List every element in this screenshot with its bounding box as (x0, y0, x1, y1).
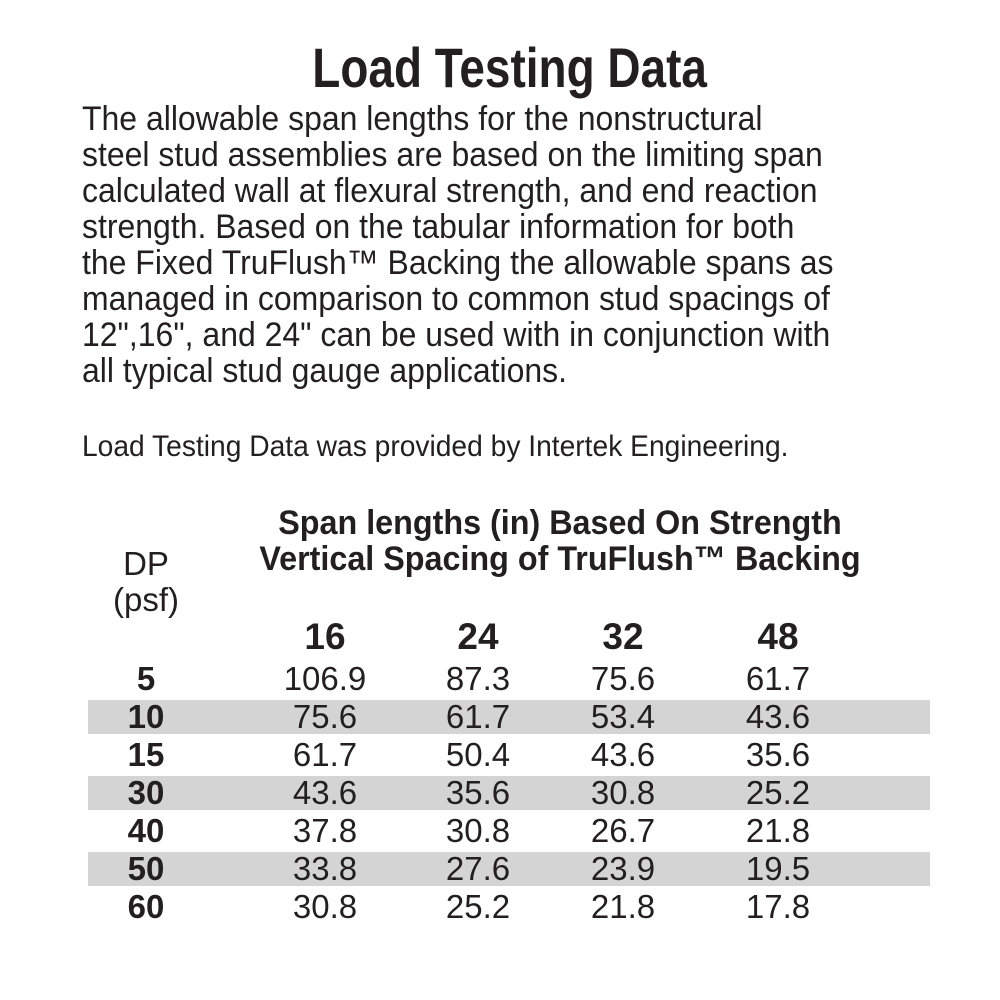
table-cell: 21.8 (745, 812, 811, 849)
row-header (88, 546, 204, 618)
paragraph-line: managed in comparison to common stud spacings of (82, 280, 830, 318)
row-label: 50 (127, 850, 165, 887)
table-cell: 43.6 (745, 698, 811, 735)
paragraph-line: the Fixed TruFlush™ Backing the allowable spans as (82, 244, 834, 282)
table-row (88, 774, 930, 812)
table-cell: 53.4 (590, 698, 656, 735)
table-cell: 35.6 (445, 774, 511, 811)
table-cell: 30.8 (590, 774, 656, 811)
paragraph-line: The allowable span lengths for the nonstructural (82, 100, 763, 138)
table-cell: 61.7 (445, 698, 511, 735)
table-cell: 87.3 (445, 660, 511, 697)
table-cell: 106.9 (283, 660, 367, 697)
table-cell: 75.6 (292, 698, 358, 735)
row-label: 5 (136, 660, 156, 697)
table-cell: 25.2 (745, 774, 811, 811)
column-header-row (88, 612, 930, 662)
table-cell: 33.8 (292, 850, 358, 887)
paragraph-line: 12",16", and 24" can be used with in conjunction with (82, 316, 831, 354)
row-label: 60 (127, 888, 165, 925)
row-label: 10 (127, 698, 165, 735)
table-cell: 30.8 (445, 812, 511, 849)
row-header-abbr: DP (123, 545, 169, 582)
table-cell: 61.7 (292, 736, 358, 773)
load-table (88, 612, 930, 942)
intro-paragraph (82, 101, 928, 389)
table-row (88, 850, 930, 888)
row-label: 30 (127, 774, 165, 811)
table-cell: 23.9 (590, 850, 656, 887)
table-row (88, 888, 930, 926)
table-cell: 61.7 (745, 660, 811, 697)
table-title (247, 505, 874, 577)
table-row (88, 736, 930, 774)
column-header: 32 (602, 616, 644, 657)
paragraph-line: steel stud assemblies are based on the limiting span (82, 136, 823, 174)
table-cell: 35.6 (745, 736, 811, 773)
table-cell: 43.6 (292, 774, 358, 811)
table-cell: 17.8 (745, 888, 811, 925)
table-row (88, 812, 930, 850)
table-cell: 21.8 (590, 888, 656, 925)
table-title-line2: Vertical Spacing of TruFlush™ Backing (259, 540, 861, 578)
row-label: 40 (127, 812, 165, 849)
row-label: 15 (127, 736, 165, 773)
table-cell: 19.5 (745, 850, 811, 887)
page-title-text: Load Testing Data (312, 36, 708, 99)
table-cell: 30.8 (292, 888, 358, 925)
table-cell: 27.6 (445, 850, 511, 887)
paragraph-line: strength. Based on the tabular information for both (82, 208, 795, 246)
column-header: 48 (757, 616, 799, 657)
page-title (20, 38, 1000, 98)
table-cell: 37.8 (292, 812, 358, 849)
table-title-line1: Span lengths (in) Based On Strength (278, 504, 842, 542)
table-cell: 75.6 (590, 660, 656, 697)
row-header-unit: (psf) (113, 581, 179, 618)
table-row (88, 698, 930, 736)
paragraph-line: calculated wall at flexural strength, and end reaction (82, 172, 818, 210)
table-cell: 25.2 (445, 888, 511, 925)
table-cell: 26.7 (590, 812, 656, 849)
paragraph-line: all typical stud gauge applications. (82, 352, 568, 390)
table-cell: 50.4 (445, 736, 511, 773)
column-header: 24 (457, 616, 499, 657)
table-row (88, 660, 930, 698)
column-header: 16 (304, 616, 346, 657)
table-cell: 43.6 (590, 736, 656, 773)
provider-note: Load Testing Data was provided by Intertek Engineering. (82, 430, 789, 463)
